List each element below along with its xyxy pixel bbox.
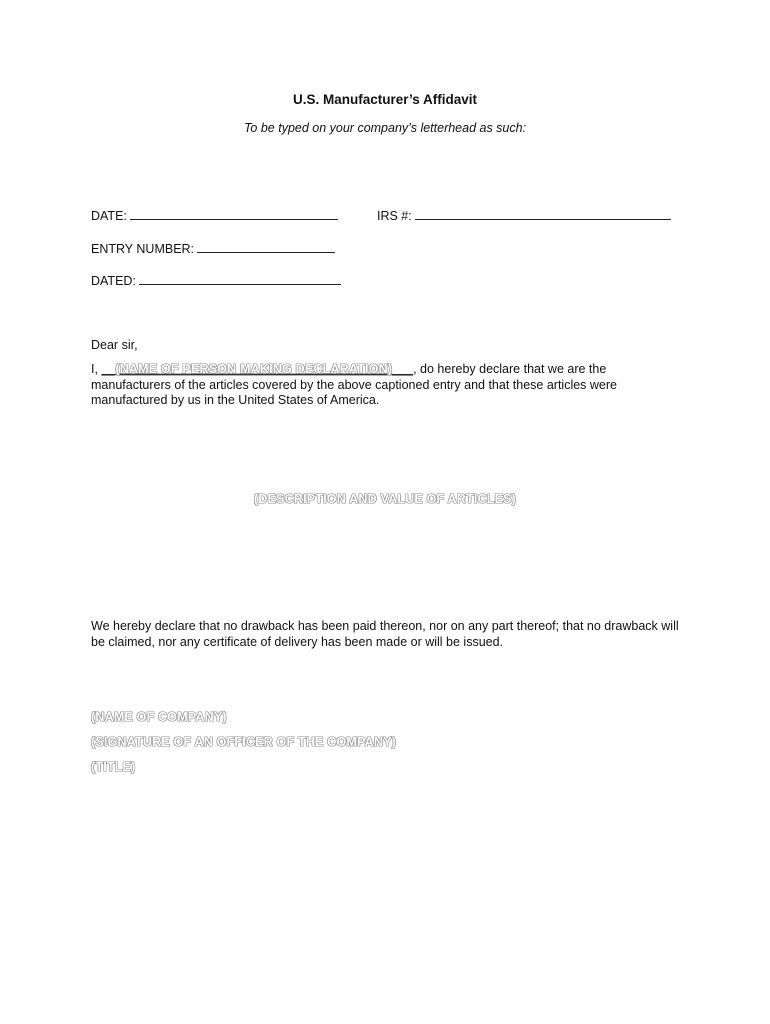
declaration-trail-blank: ___ <box>392 362 414 376</box>
document-subtitle: To be typed on your company’s letterhead as such: <box>243 121 527 135</box>
irs-blank-line[interactable] <box>415 207 671 220</box>
title-placeholder: (TITLE) <box>91 760 136 774</box>
irs-field <box>377 207 671 223</box>
document-title: U.S. Manufacturer’s Affidavit <box>292 92 478 107</box>
dated-field <box>91 272 341 288</box>
officer-signature-placeholder: (SIGNATURE OF AN OFFICER OF THE COMPANY) <box>91 735 396 749</box>
entry-number-label: ENTRY NUMBER: <box>91 242 195 256</box>
drawback-statement: We hereby declare that no drawback has been paid thereon, nor on any part thereof; that no drawback will be claimed, nor any certificate of delivery has been made or will be issued. <box>91 619 679 649</box>
description-placeholder: (DESCRIPTION AND VALUE OF ARTICLES) <box>253 492 517 506</box>
declaration-body: , do hereby declare that we are the manufacturers of the articles covered by the above captioned entry and that these articles were manufactured by us in the United States of America. <box>91 362 617 407</box>
declaration-prefix: I, <box>91 362 98 376</box>
declaration-lead-blank: __ <box>101 362 116 376</box>
dated-blank-line[interactable] <box>139 272 341 285</box>
irs-label: IRS #: <box>377 209 412 223</box>
salutation: Dear sir, <box>91 338 138 352</box>
date-field <box>91 207 338 223</box>
entry-number-field <box>91 240 335 256</box>
declaration-blank[interactable] <box>101 362 413 376</box>
entry-number-blank-line[interactable] <box>197 240 335 253</box>
declaration-paragraph <box>91 362 681 409</box>
company-name-placeholder: (NAME OF COMPANY) <box>91 710 227 724</box>
date-label: DATE: <box>91 209 127 223</box>
dated-label: DATED: <box>91 274 136 288</box>
date-blank-line[interactable] <box>130 207 338 220</box>
declaration-name-placeholder: (NAME OF PERSON MAKING DECLARATION) <box>115 362 393 376</box>
